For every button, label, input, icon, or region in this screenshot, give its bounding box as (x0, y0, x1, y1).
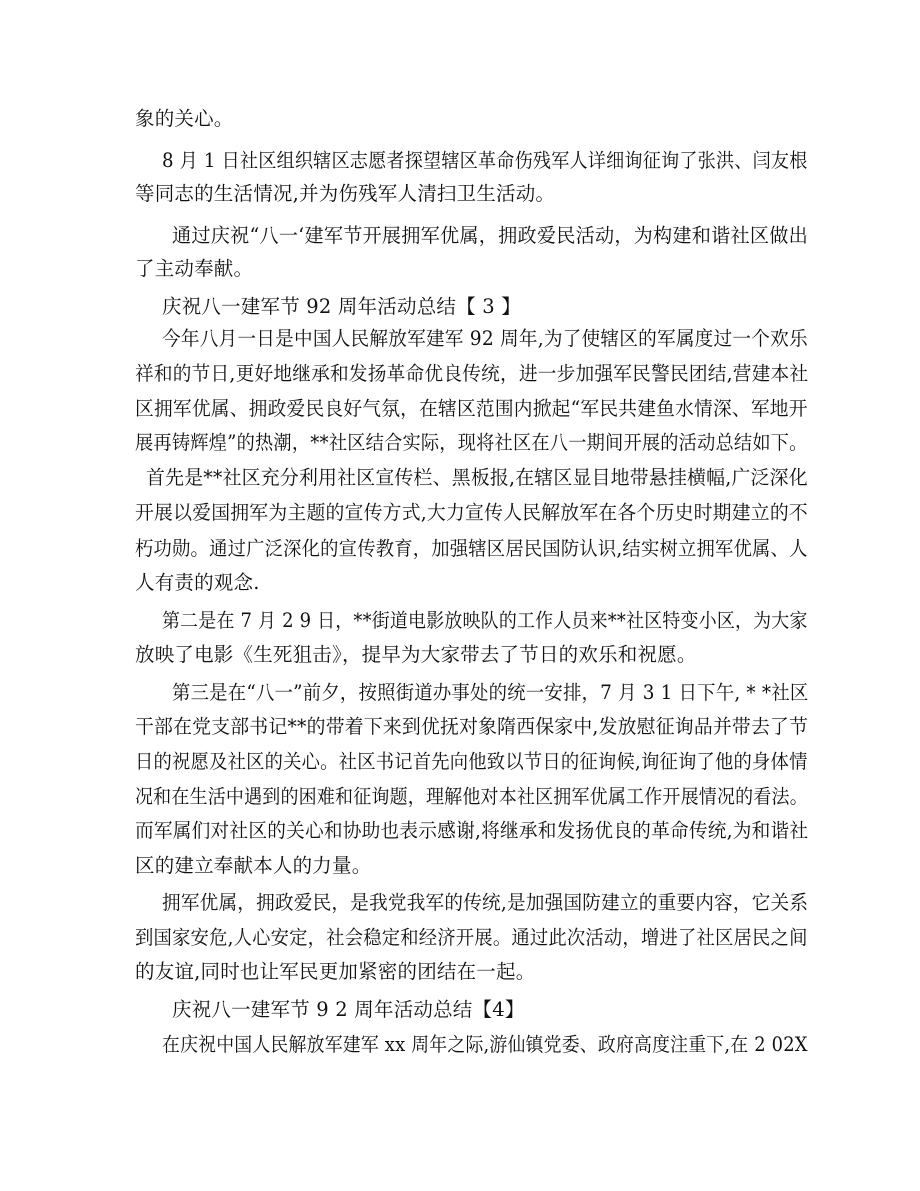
text-line: 而军属们对社区的关心和协助也表示感谢,将继承和发扬优良的革命传统,为和谐社 (135, 819, 809, 842)
text-line: 况和在生活中遇到的困难和征询题，理解他对本社区拥军优属工作开展情况的看法。 (135, 785, 808, 808)
text-line: 第二是在 7 月 2 9 日，**街道电影放映队的工作人员来**社区特变小区，为大家 (162, 609, 808, 632)
text-line: 朽功勋。通过广泛深化的宣传教育，加强辖区居民国防认识,结实树立拥军优属、人 (135, 537, 808, 560)
text-line: 8 月 1 日社区组织辖区志愿者探望辖区革命伤残军人详细询征询了张洪、闫友根 (162, 149, 808, 172)
section-heading: 庆祝八一建军节 9 2 周年活动总结【4】 (172, 998, 525, 1021)
text-line: 祥和的节日,更好地继承和发扬革命优良传统，进一步加强军民警民团结,营建本社 (135, 362, 809, 385)
text-line: 人有责的观念. (135, 571, 260, 594)
text-line: 了主动奉献。 (135, 257, 254, 280)
text-line: 拥军优属，拥政爱民，是我党我军的传统,是加强国防建立的重要内容，它关系 (162, 891, 809, 914)
text-line: 区拥军优属、拥政爱民良好气氛，在辖区范围内掀起“军民共建鱼水情深、军地开 (135, 397, 808, 420)
text-line: 第三是在“八一”前夕，按照街道办事处的统一安排，7 月 3 1 日下午, * *社区 (172, 681, 809, 704)
text-line: 日的祝愿及社区的关心。社区书记首先向他致以节日的征询候,询征询了他的身体情 (135, 750, 808, 773)
text-line: 首先是**社区充分利用社区宣传栏、黑板报,在辖区显目地带悬挂横幅,广泛深化 (146, 466, 808, 489)
text-line: 在庆祝中国人民解放军建军 xx 周年之际,游仙镇党委、政府高度注重下,在 2 02X (162, 1033, 808, 1056)
text-line: 到国家安危,人心安定，社会稳定和经济开展。通过此次活动，增进了社区居民之间 (135, 926, 808, 949)
section-heading: 庆祝八一建军节 92 周年活动总结【 3 】 (162, 295, 521, 318)
text-line: 干部在党支部书记**的带着下来到优抚对象隋西保家中,发放慰征询品并带去了节 (135, 715, 809, 738)
text-line: 的友谊,同时也让军民更加紧密的团结在一起。 (135, 960, 536, 983)
text-line: 等同志的生活情况,并为伤残军人清扫卫生活动。 (135, 182, 556, 205)
text-line: 放映了电影《生死狙击》，提早为大家带去了节日的欢乐和祝愿。 (135, 643, 697, 666)
text-line: 今年八月一日是中国人民解放军建军 92 周年,为了使辖区的军属度过一个欢乐 (162, 327, 808, 350)
text-line: 通过庆祝“八一‘建军节开展拥军优属，拥政爱民活动，为构建和谐社区做出 (172, 224, 808, 247)
text-line: 展再铸辉煌”的热潮，**社区结合实际，现将社区在八一期间开展的活动总结如下。 (135, 431, 808, 454)
text-line: 象的关心。 (135, 107, 234, 130)
text-line: 区的建立奉献本人的力量。 (135, 854, 372, 877)
text-line: 开展以爱国拥军为主题的宣传方式,大力宣传人民解放军在各个历史时期建立的不 (135, 501, 808, 524)
